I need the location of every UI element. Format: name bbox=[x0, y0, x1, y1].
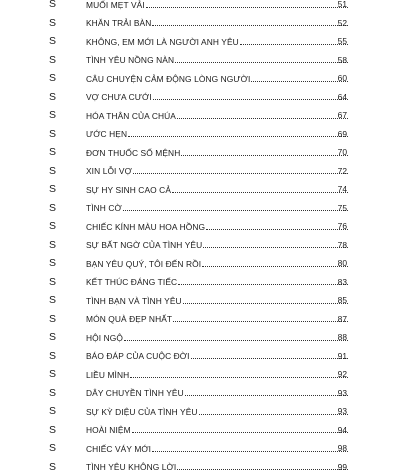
toc-entry bbox=[0, 236, 400, 255]
toc-entry-title: TÌNH BẠN VÀ TÌNH YÊU bbox=[86, 292, 183, 310]
toc-title-line bbox=[86, 143, 348, 162]
toc-entry bbox=[0, 199, 400, 218]
toc-leader-dots bbox=[181, 143, 348, 156]
toc-title-line bbox=[86, 291, 348, 310]
toc-bullet: S bbox=[49, 199, 61, 217]
toc-title-line bbox=[86, 254, 348, 273]
toc-entry-page: 88 bbox=[327, 328, 347, 346]
toc-bullet: S bbox=[49, 143, 61, 161]
toc-entry-page: 94 bbox=[327, 421, 347, 439]
toc-leader-dots bbox=[199, 402, 348, 415]
toc-entry-title: DÂY CHUYỀN TÌNH YÊU bbox=[86, 384, 185, 402]
toc-leader-dots bbox=[177, 106, 348, 119]
toc-bullet: S bbox=[49, 254, 61, 272]
toc-entry-page: 69 bbox=[327, 125, 347, 143]
toc-title-line bbox=[86, 161, 348, 180]
toc-leader-dots bbox=[183, 291, 348, 304]
toc-title-line bbox=[86, 420, 348, 439]
toc-bullet: S bbox=[49, 310, 61, 328]
toc-entry bbox=[0, 365, 400, 384]
toc-entry-page: 75 bbox=[327, 199, 347, 217]
toc-entry bbox=[0, 0, 400, 14]
toc-entry-page: 83 bbox=[327, 273, 347, 291]
toc-bullet: S bbox=[49, 236, 61, 254]
toc-entry-page: 70 bbox=[327, 143, 347, 161]
toc-leader-dots bbox=[132, 420, 348, 433]
toc-entry-page: 92 bbox=[327, 365, 347, 383]
toc-leader-dots bbox=[153, 87, 348, 100]
toc-leader-dots bbox=[124, 328, 348, 341]
toc-title-line bbox=[86, 235, 348, 254]
toc-entry bbox=[0, 347, 400, 366]
toc-entry-page: 93 bbox=[327, 402, 347, 420]
toc-entry-page: 85 bbox=[327, 291, 347, 309]
toc-entry bbox=[0, 106, 400, 125]
toc-title-line bbox=[86, 217, 348, 236]
toc-bullet: S bbox=[49, 273, 61, 291]
toc-leader-dots bbox=[130, 365, 348, 378]
toc-leader-dots bbox=[152, 13, 348, 26]
toc-bullet: S bbox=[49, 88, 61, 106]
toc-entry bbox=[0, 125, 400, 144]
toc-title-line bbox=[86, 13, 348, 32]
toc-leader-dots bbox=[185, 383, 348, 396]
toc-entry-title: ƯỚC HẸN bbox=[86, 125, 128, 143]
toc-entry bbox=[0, 180, 400, 199]
toc-bullet: S bbox=[49, 217, 61, 235]
toc-leader-dots bbox=[177, 457, 348, 470]
toc-entry-title: KẾT THÚC ĐÁNG TIẾC bbox=[86, 273, 178, 291]
toc-title-line bbox=[86, 198, 348, 217]
toc-entry bbox=[0, 421, 400, 440]
toc-bullet: S bbox=[49, 32, 61, 50]
toc-entry-title: LIỀU MÌNH bbox=[86, 366, 130, 384]
toc-leader-dots bbox=[191, 346, 349, 359]
toc-leader-dots bbox=[175, 50, 348, 63]
toc-entry bbox=[0, 162, 400, 181]
toc-entry-title: SỰ BẤT NGỜ CỦA TÌNH YÊU bbox=[86, 236, 203, 254]
toc-entry bbox=[0, 310, 400, 329]
toc-entry-title: CÂU CHUYỆN CẢM ĐỘNG LÒNG NGƯỜI bbox=[86, 70, 251, 88]
toc-entry-title: VỢ CHƯA CƯỚI bbox=[86, 88, 153, 106]
toc-entry-page: 76 bbox=[327, 217, 347, 235]
toc-title-line bbox=[86, 346, 348, 365]
toc-leader-dots bbox=[146, 0, 348, 8]
toc-bullet: S bbox=[49, 162, 61, 180]
toc-entry bbox=[0, 143, 400, 162]
toc-entry-title: TÌNH YÊU KHÔNG LỜI bbox=[86, 458, 177, 476]
toc-title-line bbox=[86, 383, 348, 402]
toc-entry-title: BẠN YÊU QUÝ, TÔI ĐẾN RỒI bbox=[86, 255, 202, 273]
toc-leader-dots bbox=[128, 124, 348, 137]
toc-entry-page: 99 bbox=[327, 458, 347, 476]
toc-entry bbox=[0, 384, 400, 403]
toc-entry-title: HỘI NGỘ bbox=[86, 329, 124, 347]
toc-title-line bbox=[86, 439, 348, 458]
toc-entry bbox=[0, 291, 400, 310]
toc-entry-page: 80 bbox=[327, 254, 347, 272]
toc-entry bbox=[0, 69, 400, 88]
toc-entry bbox=[0, 328, 400, 347]
toc-entry bbox=[0, 51, 400, 70]
toc-bullet: S bbox=[49, 125, 61, 143]
toc-title-line bbox=[86, 365, 348, 384]
toc-leader-dots bbox=[173, 309, 348, 322]
toc-title-line bbox=[86, 0, 348, 14]
toc-bullet: S bbox=[49, 328, 61, 346]
toc-title-line bbox=[86, 87, 348, 106]
toc-entry-page: 51 bbox=[327, 0, 347, 13]
toc-entry bbox=[0, 217, 400, 236]
toc-title-line bbox=[86, 402, 348, 421]
toc-entry-page: 60 bbox=[327, 69, 347, 87]
toc-bullet: S bbox=[49, 180, 61, 198]
toc-bullet: S bbox=[49, 365, 61, 383]
toc-entry-page: 52 bbox=[327, 14, 347, 32]
toc-bullet: S bbox=[49, 402, 61, 420]
toc-entry bbox=[0, 14, 400, 33]
toc-entry-title: KHĂN TRẢI BÀN bbox=[86, 14, 152, 32]
toc-entry-page: 98 bbox=[327, 439, 347, 457]
toc-entry bbox=[0, 32, 400, 51]
toc-bullet: S bbox=[49, 14, 61, 32]
toc-entry-title: ĐƠN THUỐC SỐ MỆNH bbox=[86, 144, 181, 162]
toc-title-line bbox=[86, 50, 348, 69]
toc-entry-page: 87 bbox=[327, 310, 347, 328]
toc-entry bbox=[0, 254, 400, 273]
toc-entry-page: 78 bbox=[327, 236, 347, 254]
toc-entry-title: TÌNH YÊU NỒNG NÀN bbox=[86, 51, 175, 69]
toc-entry-page: 91 bbox=[327, 347, 347, 365]
toc-title-line bbox=[86, 124, 348, 143]
toc-entry bbox=[0, 402, 400, 421]
toc-entry-page: 64 bbox=[327, 88, 347, 106]
toc-title-line bbox=[86, 272, 348, 291]
toc-entry bbox=[0, 439, 400, 458]
toc-entry-page: 58 bbox=[327, 51, 347, 69]
toc-bullet: S bbox=[49, 51, 61, 69]
toc-bullet: S bbox=[49, 347, 61, 365]
toc-entry-page: 74 bbox=[327, 180, 347, 198]
toc-bullet: S bbox=[49, 106, 61, 124]
toc-entry-title: KHÔNG, EM MỚI LÀ NGƯỜI ANH YÊU bbox=[86, 33, 240, 51]
toc-entry-title: XIN LỖI VỢ bbox=[86, 162, 133, 180]
toc-title-line bbox=[86, 457, 348, 476]
toc-bullet: S bbox=[49, 69, 61, 87]
toc-leader-dots bbox=[178, 272, 348, 285]
toc-entry-title: MUỐI MẸT VẢI bbox=[86, 0, 146, 14]
toc-entry-title: SỰ HY SINH CAO CẢ bbox=[86, 181, 172, 199]
toc-entry-page: 67 bbox=[327, 106, 347, 124]
toc-entry-page: 72 bbox=[327, 162, 347, 180]
toc-entry bbox=[0, 273, 400, 292]
toc-entry-title: CHIẾC KÍNH MÀU HOA HỒNG bbox=[86, 218, 206, 236]
toc-leader-dots bbox=[123, 198, 348, 211]
toc-entry-title: HOÀI NIỆM bbox=[86, 421, 132, 439]
toc-title-line bbox=[86, 32, 348, 51]
toc-bullet: S bbox=[49, 291, 61, 309]
toc-leader-dots bbox=[133, 161, 348, 174]
toc-entry-title: HÓA THÂN CỦA CHÚA bbox=[86, 107, 177, 125]
toc-entry-title: MÓN QUÀ ĐẸP NHẤT bbox=[86, 310, 173, 328]
toc-entry-title: SỰ KỲ DIỆU CỦA TÌNH YÊU bbox=[86, 403, 199, 421]
toc-leader-dots bbox=[172, 180, 348, 193]
toc-title-line bbox=[86, 309, 348, 328]
toc-entry-title: TÌNH CỜ bbox=[86, 199, 123, 217]
toc-bullet: S bbox=[49, 458, 61, 476]
toc-entry-page: 55 bbox=[327, 32, 347, 50]
toc-leader-dots bbox=[152, 439, 348, 452]
toc-entry bbox=[0, 88, 400, 107]
toc-entry-title: BÁO ĐÁP CỦA CUỘC ĐỜI bbox=[86, 347, 191, 365]
toc-bullet: S bbox=[49, 384, 61, 402]
toc-entry-page: 93 bbox=[327, 384, 347, 402]
toc-title-line bbox=[86, 328, 348, 347]
toc-bullet: S bbox=[49, 439, 61, 457]
toc-entry-title: CHIẾC VÁY MỚI bbox=[86, 440, 152, 458]
toc-title-line bbox=[86, 106, 348, 125]
toc-bullet: S bbox=[49, 0, 61, 13]
toc-bullet: S bbox=[49, 421, 61, 439]
toc-entry bbox=[0, 458, 400, 476]
toc-title-line bbox=[86, 69, 348, 88]
toc-title-line bbox=[86, 180, 348, 199]
